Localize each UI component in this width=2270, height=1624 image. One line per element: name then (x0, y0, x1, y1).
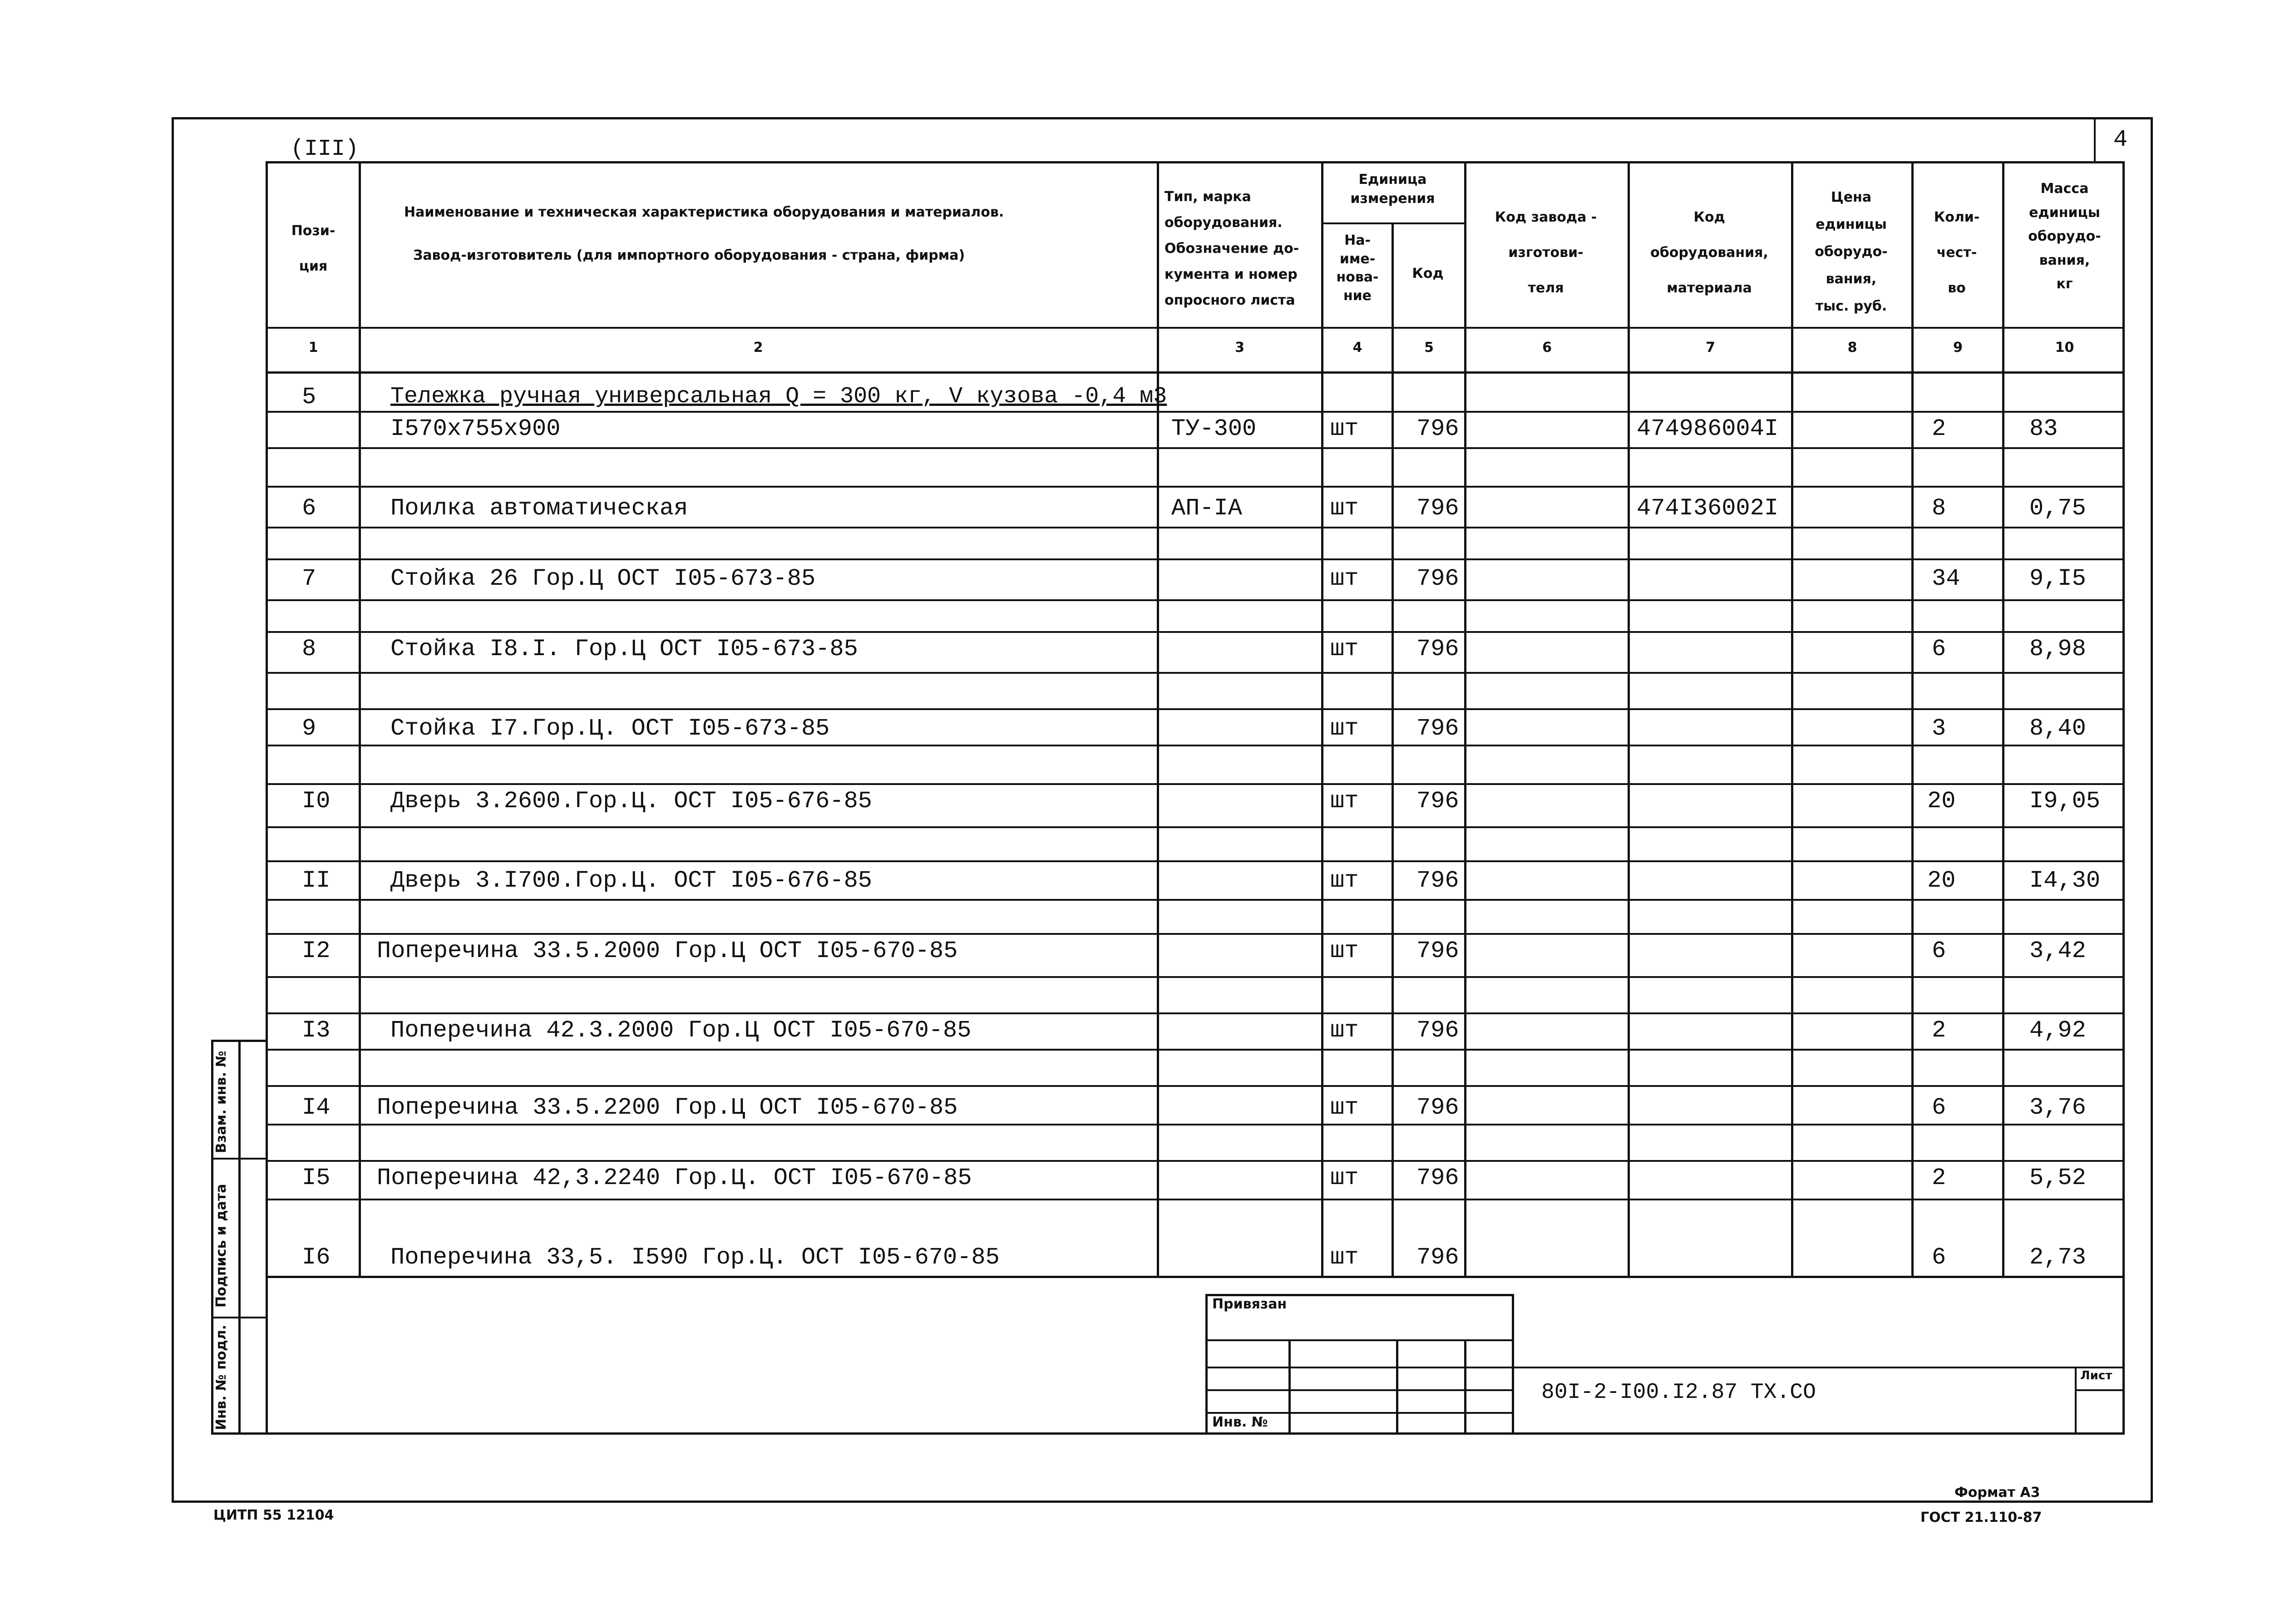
row-6-mass: 0,75 (2029, 495, 2086, 522)
colnum-9: 9 (1953, 340, 1963, 355)
row-13-unit: шт (1330, 1017, 1359, 1044)
header-unit-group: Единица измерения (1350, 172, 1435, 207)
row-6-name: Поилка автоматическая (390, 495, 688, 522)
row-12-code: 796 (1416, 938, 1459, 964)
header-material-code: Код оборудования, материала (1650, 209, 1768, 296)
row-7-name: Стойка 26 Гор.Ц ОСТ I05-673-85 (390, 565, 816, 592)
tie-in-label: Привязан (1212, 1296, 1287, 1312)
roman-mark: (III) (291, 136, 359, 162)
row-16-unit: шт (1330, 1244, 1359, 1271)
row-12-qty: 6 (1932, 938, 1946, 964)
row-15-qty: 2 (1932, 1165, 1946, 1191)
row-14-code: 796 (1416, 1094, 1459, 1121)
colnum-4: 4 (1352, 340, 1362, 355)
row-7-qty: 34 (1932, 565, 1960, 592)
row-6-matcode: 474I36002I (1637, 495, 1779, 522)
row-5-pos: 5 (302, 384, 316, 410)
row-9-name: Стойка I7.Гор.Ц. ОСТ I05-673-85 (390, 715, 830, 742)
row-5-type: ТУ-300 (1171, 415, 1257, 442)
row-10-name: Дверь 3.2600.Гор.Ц. ОСТ I05-676-85 (390, 788, 872, 814)
row-12-unit: шт (1330, 938, 1359, 964)
row-15-name: Поперечина 42,3.2240 Гор.Ц. ОСТ I05-670-85 (377, 1165, 972, 1191)
stamp-frame (266, 1276, 2125, 1435)
row-5-qty: 2 (1932, 415, 1946, 442)
gost-label: ГОСТ 21.110-87 (1920, 1510, 2042, 1525)
row-11-pos: II (302, 867, 331, 894)
row-14-qty: 6 (1932, 1094, 1946, 1121)
row-8-pos: 8 (302, 636, 316, 662)
row-15-unit: шт (1330, 1165, 1359, 1191)
inv-label: Инв. № (1212, 1414, 1268, 1430)
sheet-label: Лист (2080, 1369, 2112, 1382)
row-11-name: Дверь 3.I700.Гор.Ц. ОСТ I05-676-85 (390, 867, 872, 894)
side-label-original: Инв. № подл. (213, 1324, 229, 1430)
row-16-code: 796 (1416, 1244, 1459, 1271)
colnum-3: 3 (1235, 340, 1244, 355)
row-15-pos: I5 (302, 1165, 331, 1191)
row-13-code: 796 (1416, 1017, 1459, 1044)
row-10-unit: шт (1330, 788, 1359, 814)
colnum-1: 1 (308, 340, 318, 355)
row-15-mass: 5,52 (2029, 1165, 2086, 1191)
header-unit-name: На- име- нова- ние (1336, 232, 1379, 304)
row-11-code: 796 (1416, 867, 1459, 894)
row-9-mass: 8,40 (2029, 715, 2086, 742)
row-5-matcode: 474986004I (1637, 415, 1779, 442)
row-7-mass: 9,I5 (2029, 565, 2086, 592)
row-9-pos: 9 (302, 715, 316, 742)
row-10-code: 796 (1416, 788, 1459, 814)
side-label-replacement: Взам. инв. № (213, 1051, 229, 1153)
row-7-unit: шт (1330, 565, 1359, 592)
document-cipher: 80I-2-I00.I2.87 ТХ.СО (1541, 1380, 1816, 1405)
row-8-mass: 8,98 (2029, 636, 2086, 662)
header-name-line1: Наименование и техническая характеристика оборудования и материалов. (404, 204, 1004, 220)
row-9-code: 796 (1416, 715, 1459, 742)
row-14-mass: 3,76 (2029, 1094, 2086, 1121)
header-plant-code: Код завода - изготови- теля (1495, 209, 1597, 296)
row-8-code: 796 (1416, 636, 1459, 662)
side-label-signature: Подпись и дата (213, 1184, 229, 1308)
row-5-mass: 83 (2029, 415, 2058, 442)
row-16-pos: I6 (302, 1244, 331, 1271)
row-15-code: 796 (1416, 1165, 1459, 1191)
colnum-8: 8 (1847, 340, 1857, 355)
row-13-mass: 4,92 (2029, 1017, 2086, 1044)
row-6-unit: шт (1330, 495, 1359, 522)
row-11-qty: 20 (1927, 867, 1956, 894)
row-12-mass: 3,42 (2029, 938, 2086, 964)
row-7-code: 796 (1416, 565, 1459, 592)
row-8-qty: 6 (1932, 636, 1946, 662)
row-14-unit: шт (1330, 1094, 1359, 1121)
row-13-pos: I3 (302, 1017, 331, 1044)
row-5-name2: I570х755х900 (390, 415, 561, 442)
row-6-type: АП-IА (1171, 495, 1243, 522)
row-16-mass: 2,73 (2029, 1244, 2086, 1271)
page-number: 4 (2113, 126, 2128, 153)
row-5-name: Тележка ручная универсальная Q = 300 кг, V кузова -0,4 м3 (390, 384, 1167, 410)
row-12-pos: I2 (302, 938, 331, 964)
colnum-7: 7 (1706, 340, 1715, 355)
format-label: Формат А3 (1954, 1485, 2040, 1501)
row-16-qty: 6 (1932, 1244, 1946, 1271)
row-11-unit: шт (1330, 867, 1359, 894)
row-16-name: Поперечина 33,5. I590 Гор.Ц. ОСТ I05-670-85 (390, 1244, 1000, 1271)
colnum-2: 2 (753, 340, 763, 355)
header-unit-code: Код (1412, 266, 1444, 281)
row-14-name: Поперечина 33.5.2200 Гор.Ц ОСТ I05-670-85 (377, 1094, 958, 1121)
row-7-pos: 7 (302, 565, 316, 592)
header-type: Тип, марка оборудования. Обозначение до- кумента и номер опросного листа (1165, 189, 1299, 308)
colnum-10: 10 (2055, 340, 2074, 355)
colnum-5: 5 (1424, 340, 1434, 355)
row-6-pos: 6 (302, 495, 316, 522)
row-14-pos: I4 (302, 1094, 331, 1121)
row-13-qty: 2 (1932, 1017, 1946, 1044)
row-10-qty: 20 (1927, 788, 1956, 814)
header-qty: Коли- чест- во (1934, 209, 1980, 296)
row-8-unit: шт (1330, 636, 1359, 662)
header-price: Цена единицы оборудо- вания, тыс. руб. (1815, 189, 1888, 314)
row-10-mass: I9,05 (2029, 788, 2101, 814)
row-6-qty: 8 (1932, 495, 1946, 522)
row-6-code: 796 (1416, 495, 1459, 522)
header-name-line2: Завод-изготовитель (для импортного оборудования - страна, фирма) (413, 247, 965, 263)
row-12-name: Поперечина 33.5.2000 Гор.Ц ОСТ I05-670-85 (377, 938, 958, 964)
row-9-unit: шт (1330, 715, 1359, 742)
row-13-name: Поперечина 42.3.2000 Гор.Ц ОСТ I05-670-85 (390, 1017, 972, 1044)
row-9-qty: 3 (1932, 715, 1946, 742)
row-5-code: 796 (1416, 415, 1459, 442)
header-mass: Масса единицы оборудо- вания, кг (2028, 181, 2101, 292)
colnum-6: 6 (1542, 340, 1552, 355)
citp-number: ЦИТП 55 12104 (213, 1507, 334, 1523)
row-5-unit: шт (1330, 415, 1359, 442)
row-10-pos: I0 (302, 788, 331, 814)
row-8-name: Стойка I8.I. Гор.Ц ОСТ I05-673-85 (390, 636, 858, 662)
header-position: Пози- ция (291, 223, 336, 274)
row-11-mass: I4,30 (2029, 867, 2101, 894)
